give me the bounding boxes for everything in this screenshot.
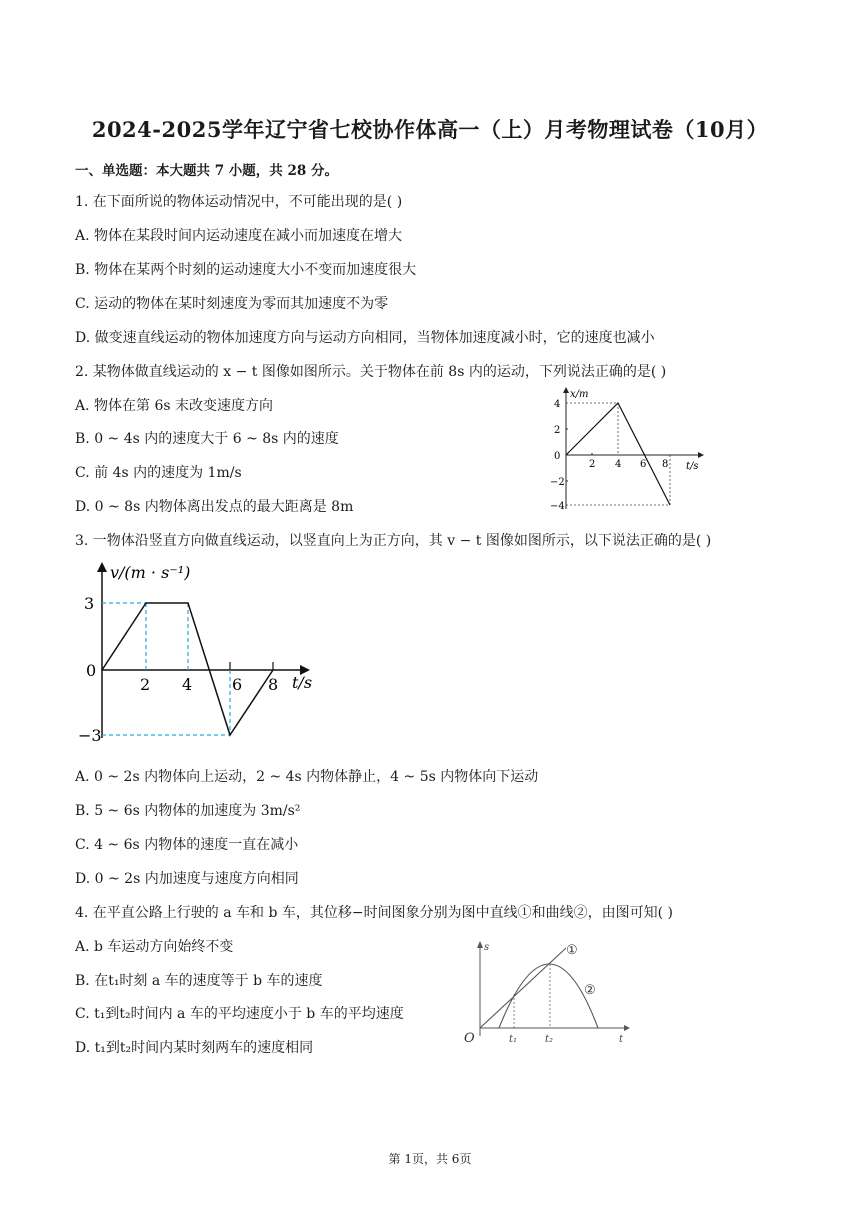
- line-a-label: ①: [566, 943, 578, 958]
- v-t-ytick: 3: [84, 594, 95, 613]
- q4-option-a: A. b 车运动方向始终不变: [75, 939, 234, 955]
- s-t-t1-label: t₁: [509, 1034, 518, 1045]
- curve-b-label: ②: [584, 983, 596, 998]
- q3-option-c: C. 4 ~ 6s 内物体的速度一直在减小: [75, 837, 299, 853]
- v-t-xlabel: t/s: [292, 673, 313, 692]
- exam-title: 2024-2025学年辽宁省七校协作体高一（上）月考物理试卷（10月）: [91, 117, 769, 142]
- q2-option-a: A. 物体在第 6s 末改变速度方向: [75, 398, 274, 414]
- q4-option-c: C. t₁到t₂时间内 a 车的平均速度小于 b 车的平均速度: [75, 1006, 404, 1022]
- line-a: [480, 948, 566, 1028]
- q2-option-b: B. 0 ~ 4s 内的速度大于 6 ~ 8s 内的速度: [75, 431, 339, 447]
- x-t-ytick: −4: [550, 501, 565, 512]
- s-t-xlabel: t: [619, 1034, 624, 1045]
- x-t-ylabel: x/m: [570, 389, 589, 400]
- x-t-ytick: 4: [554, 399, 561, 410]
- q3-option-a: A. 0 ~ 2s 内物体向上运动，2 ~ 4s 内物体静止，4 ~ 5s 内物体向下运动: [75, 769, 539, 785]
- v-t-xtick: 2: [140, 675, 151, 694]
- q2-stem: 2. 某物体做直线运动的 x − t 图像如图所示。关于物体在前 8s 内的运动，下列说法正确的是( ): [75, 364, 667, 380]
- section-heading: 一、单选题：本大题共 7 小题，共 28 分。: [75, 163, 338, 179]
- x-t-ytick: 2: [554, 425, 561, 436]
- v-t-xtick: 6: [232, 675, 243, 694]
- q4-stem: 4. 在平直公路上行驶的 a 车和 b 车，其位移−时间图象分别为图中直线①和曲线②，由图可知( ): [75, 905, 674, 921]
- x-t-xtick: 4: [615, 459, 622, 470]
- v-t-xtick: 4: [182, 675, 193, 694]
- v-t-ylabel: v/(m · s⁻¹): [110, 563, 191, 582]
- q4-option-d: D. t₁到t₂时间内某时刻两车的速度相同: [75, 1040, 314, 1056]
- q3-option-b: B. 5 ~ 6s 内物体的加速度为 3m/s²: [75, 803, 301, 819]
- q1-option-c: C. 运动的物体在某时刻速度为零而其加速度不为零: [75, 296, 389, 312]
- x-t-ytick: −2: [550, 477, 565, 488]
- page-footer: 第 1页，共 6页: [388, 1152, 472, 1166]
- x-t-ytick: 0: [554, 451, 561, 462]
- v-t-graph: [78, 558, 318, 748]
- q4-option-b: B. 在t₁时刻 a 车的速度等于 b 车的速度: [75, 973, 323, 989]
- q1-stem: 1. 在下面所说的物体运动情况中，不可能出现的是( ): [75, 194, 403, 210]
- q3-option-d: D. 0 ~ 2s 内加速度与速度方向相同: [75, 871, 299, 887]
- x-t-graph: [548, 385, 708, 515]
- s-t-origin: O: [464, 1031, 475, 1046]
- q1-option-a: A. 物体在某段时间内运动速度在减小而加速度在增大: [75, 228, 403, 244]
- q3-stem: 3. 一物体沿竖直方向做直线运动，以竖直向上为正方向，其 v − t 图像如图所示，以下说法正确的是( ): [75, 533, 712, 549]
- x-t-xtick: 2: [589, 459, 596, 470]
- s-t-t2-label: t₂: [545, 1034, 554, 1045]
- v-t-xtick: 8: [268, 675, 279, 694]
- s-t-graph: [456, 940, 636, 1050]
- q1-option-d: D. 做变速直线运动的物体加速度方向与运动方向相同，当物体加速度减小时，它的速度也减小: [75, 330, 655, 346]
- x-t-line: [566, 403, 670, 505]
- s-t-ylabel: s: [484, 942, 490, 953]
- q2-option-c: C. 前 4s 内的速度为 1m/s: [75, 465, 242, 481]
- x-t-xtick: 8: [662, 459, 669, 470]
- q2-option-d: D. 0 ~ 8s 内物体离出发点的最大距离是 8m: [75, 499, 354, 515]
- v-t-ytick: −3: [78, 726, 102, 745]
- q1-option-b: B. 物体在某两个时刻的运动速度大小不变而加速度很大: [75, 262, 417, 278]
- x-t-xtick: 6: [640, 459, 647, 470]
- v-t-ytick: 0: [86, 661, 97, 680]
- x-t-xlabel: t/s: [686, 461, 699, 472]
